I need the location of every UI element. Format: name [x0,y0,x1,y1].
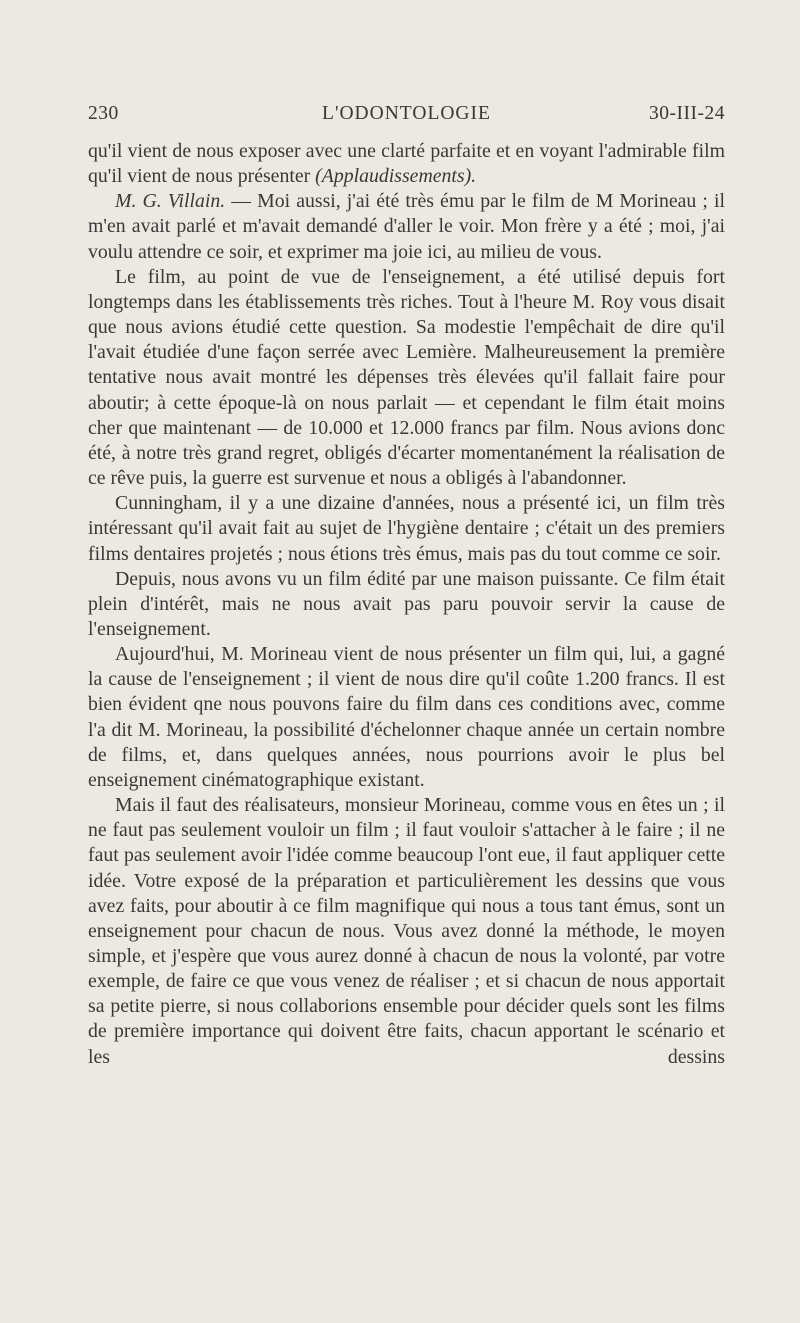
paragraph [88,139,725,189]
page-number: 230 [88,103,119,124]
body-text [88,139,725,1070]
issue-date: 30-III-24 [649,103,725,124]
journal-title: L'ODONTOLOGIE [322,103,491,124]
paragraph-text: qu'il vient de nous exposer avec une clarté parfaite et en voyant l'admirable film qu'il vient de nous présenter [88,140,725,188]
paragraph-text: — Moi aussi, j'ai été très ému par le film de M Morineau ; il m'en avait parlé et m'avait demandé d'aller le voir. Mon frère y a été ; moi, j'ai voulu attendre ce soir, et exprimer ma joie ici, au milieu de vous. [88,190,725,263]
applause-note: (Applaudissements). [315,165,477,188]
paragraph: Le film, au point de vue de l'enseignement, a été utilisé depuis fort longtemps dans les établissements très riches. Tout à l'heure M. Roy vous disait que nous avions étudié cette question. Sa modestie l'empêchait de dire qu'il l'avait étudiée d'une façon serrée avec Lemière. Malheureusement la première tentative nous avait montré les dépenses très élevées qu'il fallait faire pour aboutir; à cette époque-là on nous parlait — et cependant le film était moins cher que maintenant — de 10.000 et 12.000 francs par film. Nous avions donc été, à notre très grand regret, obligés d'écarter momentanément la réalisation de ce rêve puis, la guerre est survenue et nous a obligés à l'abandonner. [88,265,725,490]
running-header [88,103,725,129]
paragraph: Mais il faut des réalisateurs, monsieur Morineau, comme vous en êtes un ; il ne faut pas seulement vouloir un film ; il faut vouloir s'attacher à le faire ; il ne faut pas seulement avoir l'idée comme beaucoup l'ont eue, il faut appliquer cette idée. Votre exposé de la préparation et particulièrement les dessins que vous avez faits, pour aboutir à ce film magnifique qui nous a tous tant émus, sont un enseignement pour chacun de nous. Vous avez donné la méthode, le moyen simple, et j'espère que vous aurez donné à chacun de nous la volonté, par votre exemple, de faire ce que vous venez de réaliser ; et si chacun de nous apportait sa petite pierre, si nous collaborions ensemble pour décider quels sont les films de première importance qui doivent être faits, chacun apportant le scénario et les dessins [88,794,725,1068]
paragraph: Cunningham, il y a une dizaine d'années, nous a présenté ici, un film très intéressant qu'il avait fait au sujet de l'hygiène dentaire ; c'était un des premiers films dentaires projetés ; nous étions très émus, mais pas du tout comme ce soir. [88,492,725,565]
speaker-name: M. G. Villain. [115,190,226,213]
paragraph: Depuis, nous avons vu un film édité par une maison puissante. Ce film était plein d'intérêt, mais ne nous avait pas paru pouvoir servir la cause de l'enseignement. [88,567,725,640]
paragraph: Aujourd'hui, M. Morineau vient de nous présenter un film qui, lui, a gagné la cause de l'enseignement ; il vient de nous dire qu'il coûte 1.200 francs. Il est bien évident qne nous pouvons faire du film dans ces conditions avec, comme l'a dit M. Morineau, la possibilité d'échelonner chaque année un certain nombre de films, et, dans quelques années, nous pourrions avoir le plus bel enseignement cinématographique existant. [88,643,725,791]
paragraph [88,189,725,264]
